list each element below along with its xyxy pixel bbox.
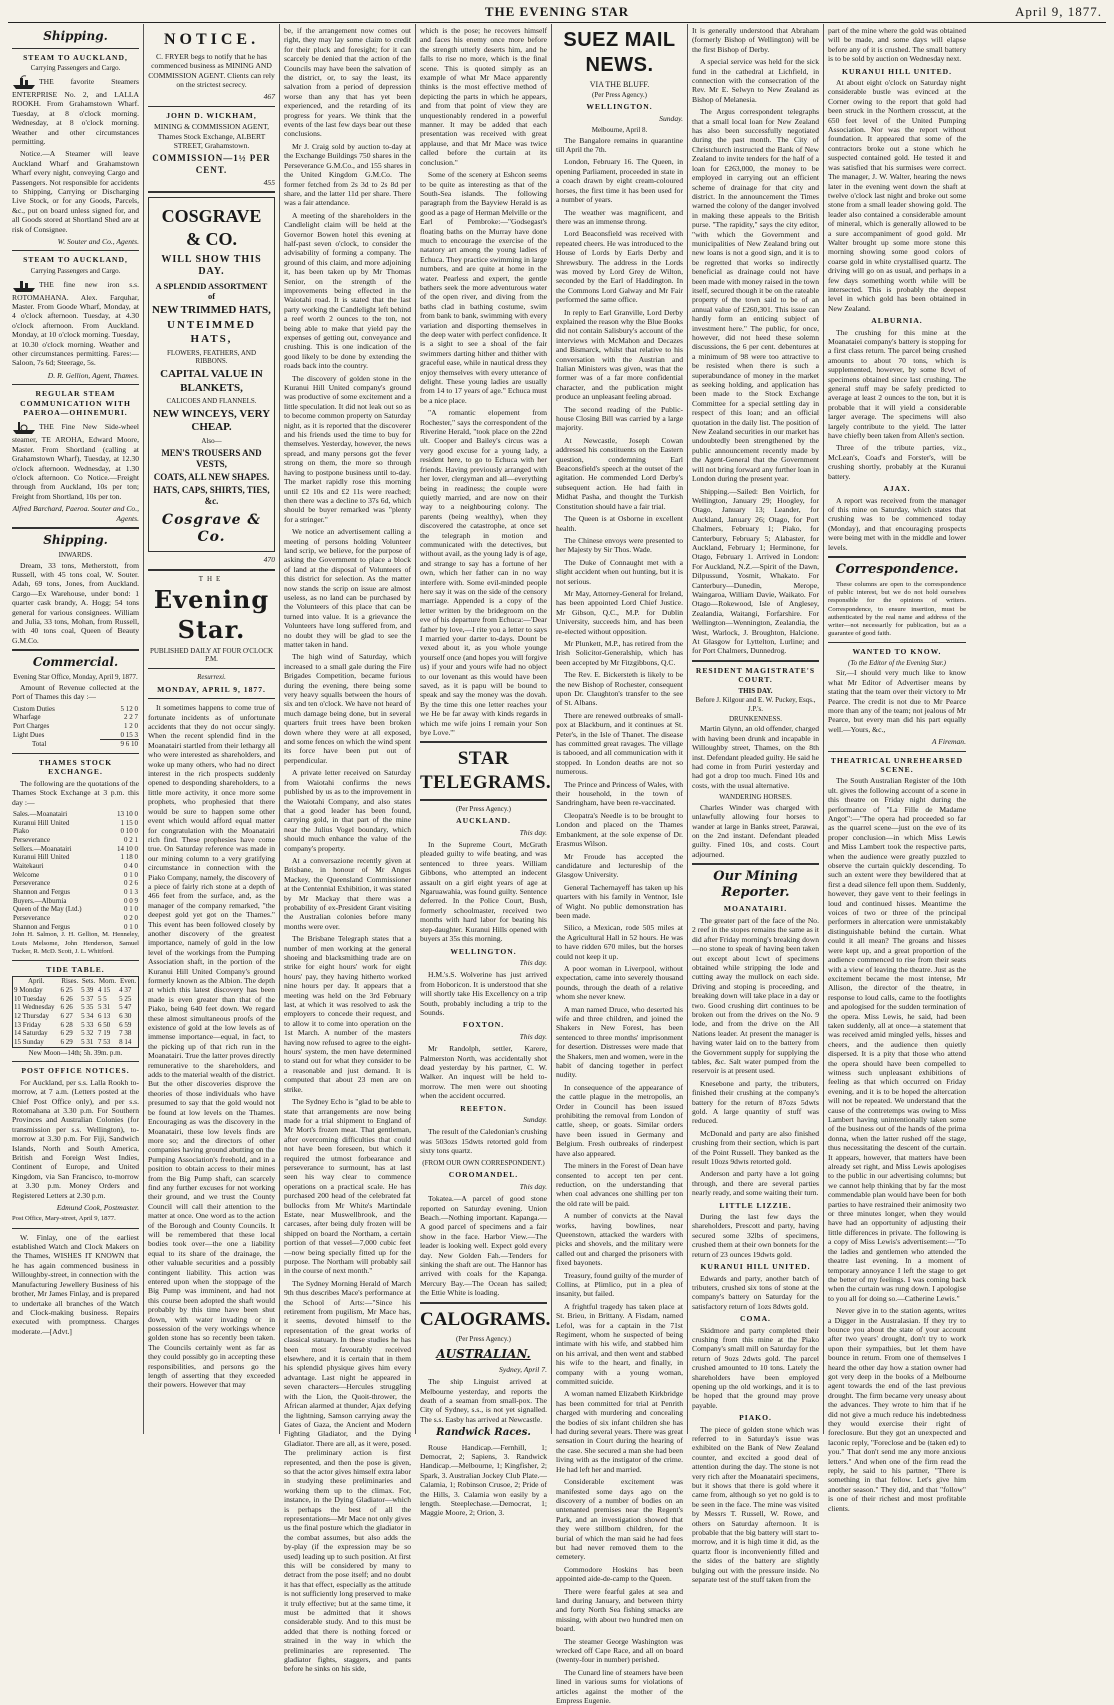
telegrams-heading: STAR TELEGRAMS. <box>420 748 552 794</box>
suez-paragraph: The Queen is at Osborne in excellent health. <box>556 514 683 533</box>
suez-paragraph: The Bangalore remains in quarantine till April the 7th. <box>556 135 683 155</box>
notice-heading: NOTICE. <box>163 31 260 48</box>
moanatairi-body: McDonald and party are also finished crushing from their section, which is part of the Point Russell. They banked as the result 10ozs 9dwts retorted gold. <box>692 1128 819 1167</box>
suez-paragraph: A woman named Elizabeth Kirkbridge has been committed for trial at Penrith charged with murdering and concealing the bodies of six infant children she has had during several years. There was great sensation in Court during the hearing of the case. She secured a man she had been living with as the instigator of the crime. He had left her and married. <box>556 1389 683 1474</box>
foxton-heading: FOXTON. <box>462 1020 505 1030</box>
post-office-date: Post Office, Mary-street, April 9, 1877. <box>12 1215 116 1223</box>
table-row: 13 Friday 6 28 5 33 6 50 6 59 <box>14 1020 132 1029</box>
exchange-members: John H. Salmon, J. H. Gellion, M. Henneley, Louis Melsome, John Henderson, Samuel Tucker, R. McD. Scott, J. L. Whitford. <box>12 931 139 955</box>
steamship-icon <box>12 74 36 90</box>
column-3 <box>280 24 416 1674</box>
finlay-advert: W. Finlay, one of the earliest established Watch and Clock Makers on the Thames, WISHES IT KNOWN that he has again commenced business in Willoughby-street, in connection with the Manufacturing Jewellery Business of his brother, Mr James Finlay, and is prepared to undertake all branches of the Watch and Clock-making business. Repairs executed with promptness. Charges moderate.—[Advt.] <box>12 1232 139 1336</box>
ajax-heading: AJAX. <box>883 484 911 494</box>
moanatairi-heading: MOANATAIRI. <box>723 904 788 914</box>
paper-published: PUBLISHED DAILY AT FOUR O'CLOCK P.M. <box>149 646 274 664</box>
table-row: 9 Monday 6 25 5 39 4 15 4 37 <box>14 986 132 995</box>
rm-court-heading: RESIDENT MAGISTRATE'S COURT. <box>695 665 816 685</box>
table-row: Custom Duties 5 12 0 <box>13 704 138 713</box>
theatre-heading: THEATRICAL UNREHEARSED SCENE. <box>830 755 964 774</box>
paddle-steamer-icon <box>12 419 36 435</box>
wickham-commission: COMMISSION—1½ PER CENT. <box>152 153 271 175</box>
article-paragraph: At a conversazione recently given at Brisbane, in honour of Mr Angus Mackey, the Queensland Commissioner at the Centennial Exhibition, it was stated by Mr Mackay that there was a probability of ex-President Grant visiting the Australian colonies before many months were over. <box>284 855 411 931</box>
exchange-intro: The following are the quotations of the Thames Stock Exchange at 3 p.m. this day :— <box>12 778 139 807</box>
table-row: Piako 0 10 0 <box>13 827 138 836</box>
suez-paragraph: The weather was magnificent, and there was an immense throng. <box>556 207 683 226</box>
cosgrave-line: MEN'S TROUSERS AND VESTS, <box>161 447 262 469</box>
wickham-heading: JOHN D. WICKHAM, <box>166 110 257 120</box>
auckland-steam-signature: W. Souter and Co., Agents. <box>57 237 139 247</box>
suez-paragraph: The Argus correspondent telegraphs that a small local loan for New Zealand has also been successfully negotiated during the past month. The City of Christchurch instructed the Bank of New Zealand to invite tenders for the half of a loan for £263,000, the money to be employed in carrying out an efficient scheme of drainage for that city and district. In the announcement the Times warned the colony of the danger involved in making these appeals to the British purse. "The rapidity," says the city editor, "with which the Government and municipalities of New Zealand bring out new loans is not a good sign, and it is to be regretted that works so indirectly beneficial as drainage could not have been made with money raised in the town itself, secured though it be on the rateable property of the town said to be of an annual value of £260,301. This issue can hardly form an enticing subject of investment here." The public, for once, however, did not heed these solemn discussions, the 6 per cent. debentures at a minimum of 98 were too attractive to be resisted when there is such a superabundance of money in the market as seeking holding, and application has been made to the Stock Exchange Committee for a special settling day in respect of this loan; and an official quotation in the daily list. The position of New Zealand securities in our market has undoubtedly been strengthened by the public announcement recently made by the Agent-General that the Government will not bring forward any further loan in London during the present year. <box>692 107 819 484</box>
theatre-body: The South Australian Register of the 10th ult. gives the following account of a scene in this theatre on Friday night during the performance of "La Fille de Madame Angot":—"The opera had proceeded so far as the quarrel scene—just on the eve of its proper conclusion—in which Miss Lewis and Miss Lambert took the respective parts, when the audience were greatly puzzled to observe the curtain quickly descending. To such an extent were they bewildered that at first a dead silence fell upon them. Suddenly, however, they gave vent to their feelings in loud and continued hisses. Meantime the voices of two or three of the principal performers in altercation were unmistakably distinguishable behind the curtain. What could it all mean? The groans and hisses were kept up, and a great proportion of the audience commenced to rise from their seats with a view of leaving the theatre. Just as the excitement became the most intense, Mr Allison, the director of the theatre, in response to loud calls, came to the footlights and apologised for the sudden termination of the opera. Miss Lewis, he said, had been taken suddenly, all at once—a statement that was received amid mingled yells, hisses and cheers, and the audience then quietly dispersed. It is a pity that those who attend the opera should have been compelled to witness such unpleasant exhibitions of feeling as that which occurred on Friday evening, and it is to be hoped the altercation will not be repeated. We understand that the cause of the contretemps was owing to Miss Lambert having unintentionally taken some of the business out of the hands of the prima donna, when the latter rushed off the stage, thus necessitating the descent of the curtain. It appears, however, that matters have been already set right, and Miss Lewis apologises to the public in our advertising columns; but we cannot help thinking that by far the most commendable plan would have been for both parties to have restrained their animosity two or three minutes longer, when they would have had an opportunity of adjusting their little differences in private. The following is a copy of Miss Lewis's advertisement:—"To the ladies and gentlemen who attended the theatre last evening. In a moment of temporary annoyance I left the stage to get the better of my feelings. I was coming back when the curtain was rung down. I apologise to you all for doing so.—Catherine Lewis." <box>828 776 966 1303</box>
suez-paragraph: Mr May, Attorney-General for Ireland, has been appointed Lord Chief Justice. Mr Gibson, Q.C., M.P. for Dublin University, succeeds him, and has been re-elected without opposition. <box>556 588 683 636</box>
exchange-table <box>12 810 139 931</box>
cosgrave-line: NEW TRIMMED HATS, <box>152 303 271 316</box>
shipping-news-heading: Shipping. <box>43 533 108 548</box>
ajax-body: A report was received from the manager of this mine on Saturday, which states that crushing was to be commenced today (Monday), and that encouraging prospects were being met with in the middle and lower levels. <box>828 495 966 552</box>
rm-court-before: Before J. Kilgour and E. W. Puckey, Esqs., J.P.'s. <box>695 696 816 713</box>
notice-body: C. FRYER begs to notify that he has commenced business as MINING AND COMMISSION AGENT. Clients can rely on the strictest secrecy. <box>148 51 275 90</box>
column-2 <box>144 24 280 1434</box>
table-row: Kuranui Hill United 1 18 0 <box>13 853 138 862</box>
table-row: Light Dues 0 15 3 <box>13 730 138 739</box>
piako-heading: PIAKO. <box>739 1413 772 1423</box>
suez-paragraph: There were fearful gales at sea and land during January, and between thirty and forty North Sea fishing smacks are missing, with about two hundred men on board. <box>556 1586 683 1634</box>
cosgrave-line: COATS, ALL NEW SHAPES. <box>153 472 270 483</box>
running-date: April 9, 1877. <box>1015 4 1102 19</box>
paper-motto: Resurrexi. <box>197 673 226 682</box>
coma-body: Skidmore and party completed their crushing from this mine at the Piako Company's small mill on Saturday for the return of 9ozs 2dwts gold. The parcel crushed amounted to 10 tons. Lately the shareholders have been employed opening up the old workings, and it is to be hoped that the ground may prove payable. <box>692 1325 819 1410</box>
suez-paragraph: Mr Froude has accepted the candidature and lectureship of the Glasgow University. <box>556 851 683 880</box>
cosgrave-sub: WILL SHOW THIS DAY. <box>161 253 262 278</box>
running-header <box>8 4 1106 23</box>
article-paragraph: The Sydney Echo is "glad to be able to state that arrangements are now being made for a trial shipment to England of Mr Mort's frozen meat. That gentleman, after overcoming difficulties that could not have been foreseen, but which it required the utmost forbearance and perseverance to surmount, has at last seen his way clear to commence operations on a practical scale. He has purchased 200 head of the celebrated fat bullocks from Mr White's Martindale Estate, near Muswellbrook, and the carcases, after being duly frozen will be shipped on board the Northam, a certain portion of that vessel—7,000 cubic feet—now being specially fitted up for the purpose. The Northam will probably sail in the course of next month." <box>284 1097 411 1276</box>
table-row: 11 Wednesday 6 26 5 35 5 31 5 47 <box>14 1003 132 1012</box>
suez-sub: (Per Press Agency.) <box>592 90 647 99</box>
reefton-body: The result of the Caledonian's crushing was 503ozs 15dwts retorted gold from sixty tons quartz. <box>420 1127 547 1156</box>
commercial-heading: Commercial. <box>32 655 119 670</box>
exchange-heading: THAMES STOCK EXCHANGE. <box>38 757 113 777</box>
cosgrave-line: FLOWERS, FEATHERS, AND RIBBONS. <box>166 348 257 366</box>
table-row: Welcome 0 1 0 <box>13 870 138 879</box>
wanted-to-editor: (To the Editor of the Evening Star.) <box>848 658 946 667</box>
moanatairi-body: Knesebone and party, the tributers, finished their crushing at the company's battery for the return of 87ozs 5dwts gold. A large quantity of stuff was reduced. <box>692 1078 819 1126</box>
paeroa-body: THE Fine New Side-wheel steamer, TE AROHA, Edward Moore, Master. From Shortland (calling at Grahamstown Wharf), Tuesday, at 12.30 o'clock afternoon. Wednesday, at 1.30 o'clock afternoon. Co Notice.—Freight through from Auckland, 10s per ton; Freight from Shortland, 10s per ton. <box>12 422 139 501</box>
kuranui-heading: KURANUI HILL UNITED. <box>841 66 953 76</box>
table-row: Shannon and Fergus 0 1 0 <box>13 922 138 931</box>
coromandel-body: Tokatea.—A parcel of good stone reported on Saturday evening. Union Beach.—Nothing important. Kapanga.—A good parcel of specimens and a fair show in the face. Harbor View.—The leader is looking well. Expect gold every day. New Golden Fah.—Tenders for sinking the shaft are out. The Hannor has arrived with coals for the Kapanga. Mercury Bay.—The Ocean has sailed; the Ettie White is loading. <box>420 1194 547 1298</box>
correspondence-heading: Correspondence. <box>835 561 959 577</box>
post-office-body: For Auckland, per s.s. Lalla Rookh to-morrow, at 7 a.m. (Letters posted at the Chief Post Office only), and per s.s. Rotomahana at 3.30 p.m. For Southern Provinces and Australian Colonies (for transmission per s.s. Wellington), to-morrow at 3.30 p.m. For Fiji, Sandwich Islands, North and South America, British and Foreign West Indies, Continent of Europe, and United Kingdom, via San Francisco, to-morrow at 3.30 p.m. Money Orders and Registered Letters at 2.30 p.m. <box>12 1077 139 1200</box>
inwards-heading: INWARDS. <box>58 550 93 559</box>
suez-paragraph: General Tachernayeff has taken up his quarters with his family in Ventnor, Isle of Wight. No public demonstration has been made. <box>556 882 683 920</box>
coromandel-heading: COROMANDEL. <box>448 1170 519 1180</box>
alburnia-body: Three of the tribute parties, viz., McLean's, Coad's and Forster's, will be crushing shortly, probably at the Kuranui battery. <box>828 443 966 481</box>
table-row: Total 9 6 10 <box>32 740 138 749</box>
auckland-steam-sub: Carrying Passengers and Cargo. <box>30 64 121 73</box>
rotomahana-heading: STEAM TO AUCKLAND, <box>23 255 128 265</box>
table-row: Kuranui Hill United 1 15 0 <box>13 818 138 827</box>
revenue-intro: Amount of Revenue collected at the Port of Thames this day :— <box>12 682 139 702</box>
reefton-heading: REEFTON. <box>460 1103 507 1113</box>
tide-table <box>12 976 139 1047</box>
suez-paragraph: The Duke of Connaught met with a slight accident when out hunting, but it is not serious. <box>556 557 683 586</box>
kuranui-heading: KURANUI HILL UNITED. <box>700 1262 811 1272</box>
tide-moon: New Moon—14th; 5h. 39m. p.m. <box>28 1048 123 1057</box>
suez-paragraph: The Rev. E. Bickersteth is likely to be the new Bishop of Rochester, consequent upon Dr. Claughton's transfer to the see of St. Albans. <box>556 670 683 708</box>
post-office-heading: POST OFFICE NOTICES. <box>21 1066 130 1076</box>
running-title: THE EVENING STAR <box>484 4 630 19</box>
leader-article: It sometimes happens to come true of fortunate incidents as of unfortunate accidents that they do not occur singly. When the recent splendid find in the Moanatairi startled from their lethargy all who were interested as shareholders, and woke up many others, who had no direct interest in the rich prospects suddenly opened to desponding shareholders, to a little more activity, it once more some prophets, who prophesied that there would be sure to happen some other event which would afford equal matter for congratulation with the Moanatairi rich find. These prophesies have come true. On Saturday reference was made in our mining column to a very gratifying circumstance in connection with the Piako Company, namely, the discovery of a piece of fairly rich stone at a depth of 466 feet from the surface, and, as the manager of the company remarked, "the deepest gold yet got on the Thames." This event has been followed closely by another discovery of the greatest importance, namely of gold in the low level of the workings from the Pumping Association shaft, in the portion of the Kuranui Hill United Company's ground formerly known as the Albion. The depth at which this latest discovery has been made is even greater than that of the Piako, being 640 feet down. We regard these almost simultaneous proofs of the existence of gold at the low levels as of immense importance—equal, in fact, to the picking up of that rich run in the Moanatairi. True the latter proves directly remunerative to the shareholders, and adds to the material wealth of the district. But the other discoveries disprove the theories of those individuals who have presumed to say that the gold would not be found at low levels on the Thames. Encouraging as was the discovery in the Moanatairi, these low levels finds are more so; and the directors of other companies having ground abutting on the Pumping Association's freehold, and in a position to obtain access to their mines from the Big Pump shaft, can scarcely find any further excuses for not working their ground, and we trust the County Council will call their attention to the matter at once. One word as to the action of the Borough and County Councils. It will be remembered that these local bodies took over—the one a liability equal to its share of the drainage, the other valuable securities and a possibly contingent liability. This action was entered upon when the stoppage of the Big Pump was imminent, and had not this course been adopted the shaft would probably by this time have been shut down, with water invading or in possession of the very workings whence golden stone has so recently been taken. The Councils certainly went as far as they could possibly go in accepting these responsibilities, and persons go the length of asserting that they exceeded their powers. However that may <box>148 703 275 1390</box>
table-row: Port Charges 1 2 0 <box>13 721 138 730</box>
suez-paragraph: It is generally understood that Abraham (formerly Bishop of Wellington) will be the first Bishop of Derby. <box>692 26 819 54</box>
randwick-body: Rouse Handicap.—Fernhill, 1; Democrat, 2; Sapiens, 3. Randwick Handicap.—Melbourne, 1; Kingfisher, 2; Spark, 3. Australian Jockey Club Plate.—Calamia, 1; Robinson Crusoe, 2; Pride of the Hills, 3. Calamia won easily by a length. Steeplechase.—Democrat, 1; Maggie Moore, 2; Orion, 3. <box>420 1442 547 1518</box>
calograms-heading: CALOGRAMS. <box>420 1308 551 1330</box>
article-paragraph: The Sydney Morning Herald of March 9th thus describes Mace's performance at the School of Arts:—"Since his retirement from pugilism, Mr Mace has, it seems, devoted himself to the representation of the great works of classical statuary. In these studies he has been most favourably received elsewhere, and it is certain that in them his splendid physique gives him every advantage. Last night he appeared in seven characters—Hercules struggling with the Lion, the Quoit-thrower, the African alarmed at thunder, Ajax defying the lightning, Samson carrying away the Gates of Gaza, the Ancient and Modern Fighting Gladiator, and the Dying Gladiator. There are all, as it were, posed. The preliminary action is first represented, and then the pose is given, so that the actor gives himself extra labor in studying these preliminaries and working them up to the climax. For, instance, in the Dying Gladiator—which is perhaps the best of all the representations—Mr Mace not only gives us the final posture which the gladiator in the combat assumes, but also adds the by-play (if the expression may be so used) leading up to such position. At first this will be considered by many to detract from the pose itself; and no doubt it has that effect, especially as the attitude is not sufficiently long preserved to make it truly effective; but at the same time, it must be admitted that it shows considerable study. And to this must be added that there is nothing forced or strained in the way in which the preliminaries are represented. The gladiator fights, staggers, and pants before he sinks on his side, <box>284 1278 411 1674</box>
auckland-heading: AUCKLAND. <box>456 816 511 826</box>
drunkenness-body: Martin Glynn, an old offender, charged with having been drunk and incapable in Willoughby street, Thames, on the 8th inst. Defendant pleaded guilty. He said he had come in from Puriri yesterday and had got a drop too much. Fined 10s and costs, with the usual alternative. <box>692 724 819 790</box>
suez-date: Sunday. <box>659 113 683 123</box>
foxton-date: This day. <box>519 1031 547 1041</box>
little-lizzie-heading: LITTLE LIZZIE. <box>719 1200 792 1210</box>
suez-paragraph: The miners in the Forest of Dean have consented to accept ten per cent. reduction, on the understanding that when coal advances one shilling per ton the old rate will be paid. <box>556 1161 683 1208</box>
columns <box>8 24 1106 1705</box>
table-row: 14 Saturday 6 29 5 32 7 19 7 38 <box>14 1029 132 1038</box>
revenue-table <box>12 705 139 749</box>
table-row: Wharfage 2 2 7 <box>13 713 138 722</box>
auckland-steam-body: THE favorite Steamers ENTERPRISE No. 2, and LALLA ROOKH. From Grahamstown Wharf. Tuesday, at 8 o'clock morning. Wednesday, at 8 o'clock morning. Weather and other circumstances permitting. <box>12 76 139 146</box>
column-1 <box>8 24 144 1434</box>
table-row: Buyers.—Alburnia 0 0 9 <box>13 896 138 905</box>
reefton-date: Sunday. <box>523 1115 547 1125</box>
mining-reporter-heading: Our Mining Reporter. <box>713 869 798 901</box>
table-row: Sales.—Moanatairi 13 10 0 <box>13 810 138 819</box>
australian-date: Sydney, April 7. <box>499 1364 547 1374</box>
post-office-signature: Edmund Cook, Postmaster. <box>56 1203 139 1213</box>
column-5 <box>552 24 688 1705</box>
inwards-body: Dream, 33 tons, Metherstott, from Russell, with 45 tons coal, W. Souter. Adah, 69 tons, Jones, from Auckland. Cargo—Ex Warehouse, under bond: 1 quarter cask brandy, A. Hogg; 54 tons general for various consignees. William and Julia, 33 tons, Mohan, from Russell, with 40 tons coal, Queen of Beauty G.M.Co. <box>12 560 139 645</box>
suez-via: VIA THE BLUFF. <box>589 79 650 89</box>
cosgrave-line: UNTEIMMED HATS, <box>167 319 256 345</box>
suez-dateline: Melbourne, April 8. <box>591 125 648 134</box>
shipping-heading: Shipping. <box>43 29 108 43</box>
rotomahana-signature: D. R. Gellion, Agent, Thames. <box>47 370 139 380</box>
suez-place: WELLINGTON. <box>586 102 653 112</box>
paper-title: Evening Star. <box>153 585 270 645</box>
suez-paragraph: Cleopatra's Needle is to be brought to London and placed on the Thames Embankment, at the sole expense of Dr. Erasmus Wilson. <box>556 810 683 849</box>
tide-heading: TIDE TABLE. <box>46 964 105 974</box>
suez-paragraph: A number of convicts at the Naval works, having bowlines, near Queenstown, attacked the warders with picks and shovels, and the military were called out and charged the prisoners with fixed bayonets. <box>556 1211 683 1268</box>
notice-number: 467 <box>263 92 275 102</box>
alburnia-body: The crushing for this mine at the Moanataiei company's battery is stopping for a first class return. The parcel being crushed amounts to about 70 tons, which is supplemented, however, by some 8cwt of specimens obtained since last crushing. The general stuff may be safely predicted to average at least 2 ounces to the ton, but it is probable that it will yield a considerable larger average. The specimens will also largely contribute to the yield. The latter have chiefly been taken from Allen's section. <box>828 327 966 441</box>
suez-paragraph: The Chinese envoys were presented to her Majesty by Sir Thos. Wade. <box>556 535 683 555</box>
suez-paragraph: In reply to Earl Granville, Lord Derby explained the reason why the Blue Books did not contain Salisbury's account of the interviews with McMahon and Decazes and Bismarck, whilst that relative to his conversation with the Austrian and Italian Ministers was given, was that the former was of a far more confidential character, and the publication might produce an unpleasant feeling abroad. <box>556 307 683 402</box>
article-paragraph: We notice an advertisement calling a meeting of persons holding Volunteer land scrip, we believe, for the purpose of asking the Government to place a block of land at the disposal of Volunteers of this district for selection. As the matter now stands the scrip on issue are almost useless, as no land can be purchased by the Volunteers of this place that can be turned into value. It is a grievance the Volunteers have long suffered from, and no doubt they will be glad to see the matter taken in hand. <box>284 527 411 649</box>
suez-paragraph: The steamer George Washington was wrecked off Cape Race, and all on board (twenty-four in number) perished. <box>556 1636 683 1665</box>
suez-paragraph: A poor woman in Liverpool, without expectation, came into severely thousand pounds, through the death of a relative whom she never knew. <box>556 963 683 1002</box>
suez-paragraph: A special service was held for the sick fund in the cathedral at Lichfield, in connection with the consecration of the Rev. Mr E. Selwyn to New Zealand as Bishop of Melanesia. <box>692 57 819 104</box>
wickham-number: 455 <box>263 177 275 187</box>
article-paragraph: Mr J. Craig sold by auction to-day at the Exchange Buildings 750 shares in the Perseverance G.M.Co., and 155 shares in the United Kingdom G.M.Co. The former fetched from 2s 3d to 2s 8d per share, and the latter 11d per share. There was a fair attendance. <box>284 141 411 208</box>
wanted-body: Sir,—I should very much like to know what Mr Editor of Advertiser means by stating that the team over their victory to Mr Pearce. The credit is not due to Mr Pearce more than any of the team; not jealous of Mr Pearce, but every man did his part equally well.—Yours, &c., <box>828 668 966 734</box>
article-paragraph: The high wind of Saturday, which increased to a small gale during the Fire Brigades Competition, became furious during the evening, there being some very heavy squalls between the hours of six and ten o'clock. We have not heard of much damage being done, but in several quarters fruit trees have been broken down where they were at all exposed, and some fences on which the wind spent its force have been put out of perpendicular. <box>284 652 411 765</box>
cosgrave-line: Also— <box>201 437 222 446</box>
article-paragraph: A private letter received on Saturday from Waiotahi confirms the news published by us as to the improvement in the Waiotahi Company, and also states that a good leader has been found, carrying gold, in that part of the mine near the Julius Vogel boundary, which should much enhance the value of the company's property. <box>284 768 411 853</box>
suez-paragraph: Silico, a Mexican, rode 505 miles at the Agricultural Hall in 52 hours. He was to have ridden 670 miles, but the horses could not keep it up. <box>556 923 683 961</box>
table-row: Perseverance 0 2 0 <box>13 914 138 923</box>
auckland-date: This day. <box>519 827 547 837</box>
column-4 <box>416 24 552 1518</box>
paeroa-signature: Alfred Barchard, Paeroa. Souter and Co., Agents. <box>12 504 139 523</box>
table-row: 15 Sunday 6 29 5 31 7 53 8 14 <box>14 1038 132 1047</box>
table-row: Perseverance 0 2 6 <box>13 879 138 888</box>
wellington-heading: WELLINGTON. <box>450 946 517 956</box>
suez-paragraph: There are renewed outbreaks of small-pox at Blackburn, and it continues at St. Peter's, in the Isle of Thanet. The disease has committed great ravages. The village is tabooed, and all communication with it stopped. In London deaths are not so numerous. <box>556 710 683 777</box>
suez-paragraph: A frightful tragedy has taken place at St. Brieu, in Brittany. A Fisdam, named Lefol, was for a captain in the 71st Regiment, whom he suspected of being intimate with his wife, and stabbed him on his arrival, and then went and stabbed his wife to the heart, and finally, in company with a young woman, committed suicide. <box>556 1301 683 1387</box>
suez-paragraph: Commodore Hoskins has been appointed aide-de-camp to the Queen. <box>556 1564 683 1584</box>
moanatairi-body: Anderson and party have a lot going through, and there are several parties nearly ready, and some waiting their turn. <box>692 1169 819 1198</box>
piako-body-continued: part of the mine where the gold was obtained will be made, and some days will elapse before any of it is crushed. The small battery is to be sold by auction on Wednesday next. <box>828 26 966 64</box>
randwick-heading: Randwick Races. <box>436 1427 531 1439</box>
little-lizzie-body: During the last few days the shareholders, Prescott and party, having secured some 32lbs of specimens, crushed them at their own bonnets for the return of 23 ounces 19dwts gold. <box>692 1212 819 1259</box>
cosgrave-line: Cosgrave & Co. <box>161 511 262 545</box>
article-paragraph: A meeting of the shareholders in the Candlelight claim will be held at the Governor Bowen hotel this evening at half-past seven o'clock, to consider the advisability of forming a company. The ground of this claim, and more adjoining it, has been taken up by Mr Thomas Senior, on the strength of the improvements being effected in the Waiotahi road. It is stated that the last party working the Candlelight left behind a reef worth 2 ounces to the ton, not being able to make that yield pay the expenses of getting out, conveyance and crushing. This is one indication of the good likely to be done by extending the roads back into the country. <box>284 210 411 371</box>
coromandel-note: (FROM OUR OWN CORRESPONDENT.) <box>422 1158 545 1167</box>
article-paragraph: be, if the arrangement now comes out right, they may lay some claim to credit for their pluck and foresight; for it can scarcely be denied that the action of the Councils may have been the salvation of the district, or, to say the least, its salvation from a period of depression worse than any that has yet been experienced, and the retarding of its progress for years. We think that the events of the last few days bear out these conclusions. <box>284 26 411 139</box>
article-paragraph: Some of the scenery at Eshcon seems to be quite as interesting as that of the South-Sea islands. The following paragraph from the Bayview Herald is as good as a page of Herman Melville or the Earl of Pembroke:—"Godsegast's floating baths on the Murray have done much to encourage the exercise of the natatory art among the young ladies of Echuca. They practice swimming in large numbers, and are quite at home in the water. Pearless and expert, the gentle bathers seek the more adventurous water of the open river, and diving from the baths clad in bathing costume, swim from bank to bank, swimming with every variation and disporting themselves in the deep water with perfect confidence. It is a sight to see a shoal of the fair swimmers darting hither and thither with graceful ease, while in nautical dress they enjoy themselves with every utterance of delight. These young ladies are usually from 14 to 17 years of age." Echuca must be a nice place. <box>420 170 547 405</box>
coromandel-date: This day. <box>519 1181 547 1191</box>
cosgrave-line: A SPLENDID ASSORTMENT of <box>155 280 268 302</box>
auckland-body: In the Supreme Court, McGrath pleaded guilty to wife beating, and was sentenced to three years. William Gibbons, who attempted an indecent assault on a girl eight years of age at Ngaruawahia, was found guilty. Sentence deferred. In the Police Court, Bush, formerly schoolmaster, received two months with hard labor for beating his step-daughter. Kuranui Hills opened with buyers at 35s this morning. <box>420 840 547 944</box>
telegrams-sub: (Per Press Agency.) <box>456 804 511 813</box>
table-row: Sellers.—Moanatairi 14 10 0 <box>13 844 138 853</box>
cosgrave-line: NEW WINCEYS, VERY CHEAP. <box>152 407 271 434</box>
auckland-steam-notice: Notice.—A Steamer will leave Auckland Wharf and Grahamstown Wharf every night, conveying Cargo and Passengers. Not responsible for accidents to Shipping, Carrying or Discharging Live Stock, or for any Goods, Parcels, &c., put on board unless signed for, and all Goods stored at Shortland Shed are at risk of Consignee. <box>12 149 139 234</box>
kuranui-body: Edwards and party, another batch of tributers, crushed six tons of stone at the company's battery on Saturday for the satisfactory return of 1ozs 8dwts gold. <box>692 1273 819 1311</box>
australian-body: The ship Linguist arrived at Melbourne yesterday, and reports the death of a seaman from small-pox. The City of Sydney, s.s., is not yet signalled. The s.s. Easby has arrived at Newcastle. <box>420 1377 547 1424</box>
paper-the: THE <box>198 574 225 583</box>
column-7 <box>824 24 970 1513</box>
wanted-heading: WANTED TO KNOW. <box>852 647 942 657</box>
suez-paragraph: Treasury, found guilty of the murder of Collins, at Plimlico, put in a plea of insanity, but failed. <box>556 1270 683 1299</box>
wanted-signature: A Fireman. <box>931 737 966 747</box>
rotomahana-body: THE fine new iron s.s. ROTOMAHANA. Alex. Farquhar, Master. From Goode Wharf, Monday, at 4 o'clock afternoon. Tuesday, at 4.30 o'clock afternoon. From Auckland. Monday, at 10 o'clock morning. Tuesday, at 10.30 o'clock morning. Weather and other circumstances permitting. Fares:—Saloon, 7s 6d; Steerage, 5s. <box>12 279 139 368</box>
wickham-body: MINING & COMMISSION AGENT, Thames Stock Exchange, ALBERT STREET, Grahamstown. <box>153 122 270 151</box>
suez-paragraph: Considerable excitement was manifested some days ago on the discovery of a number of bodies on an untenanted premises near the Regent's Park, and an investigation showed that they were stillborn children, for the burial of which the man said he had fees but had never removed them to the cemetery. <box>556 1477 683 1562</box>
suez-paragraph: Lord Beaconsfield was received with repeated cheers. He was introduced to the House of Lords by Earls Derby and Shrewsbury. The address in the Lords was moved by Lord Grey de Wilton, seconded by the Earl of Haddington. In the Commons Lord Galway and Mr Fair performed the same office. <box>556 229 683 305</box>
table-row: 10 Tuesday 6 26 5 37 5 5 5 25 <box>14 994 132 1003</box>
auckland-steam-heading: STEAM TO AUCKLAND, <box>23 52 128 62</box>
wellington-date: This day. <box>519 957 547 967</box>
column-6 <box>688 24 824 1585</box>
piako-body: The piece of golden stone which was referred to in Saturday's issue was exhibited on the Bank of New Zealand counter, and excited a good deal of attention during the day. The stone is not very rich after the Moanatairi specimens, but it shows that there is gold where it came from, although so yet no gold is to be seen in the face. The mine was visited by Messrs T. Russell, W. Rowe, and others on Saturday afternoon. It is probable that the big battery will start to-morrow, and it is high time it did, as the quartz floor is inconveniently filled and the sides of the battery are slightly bulging out with the pressure inside. No separate test of the stuff taken from the <box>692 1424 819 1585</box>
article-paragraph: The Brisbane Telegraph states that a number of men working at the general shoeing and blacksmithing trade are on strike for eight hours' work for eight hours' pay, they having hitherto worked nine hours per day. It appears that a meeting was held on the 3rd February last, at which it was resolved to ask the employers to concede their request, and to allow it to come into operation on the 1st March. A number of the masters having now refused to agree to the eight-hours' system, the men have determined to stand out for what they consider to be a reasonable and just demand. It is computed that about 23 men are on strike. <box>284 934 411 1094</box>
wellington-body: H.M.'s.S. Wolverine has just arrived from Hoboricon. It is understood that she will shortly take His Excellency on a trip South, probably including a trip to the Sounds. <box>420 970 547 1017</box>
kuranui-body: At about eight o'clock on Saturday night considerable bustle was evinced at the Corner owing to the report that gold had been struck in the Northern crosscut, at the 650 feet level of the United Pumping Association. Nor was the report without foundation. It appeared that some of the contractors broke out a stone which he suspected contained gold. He tested it and was satisfied that his surmises were correct. The manager, J. W. Walter, hearing the news later in the evening went down the shaft at twelve o'clock last night and broke out some stone from a small leader showing gold. The leader also contained a considerable amount of mineral, which is generally allowed to be a sure accompaniment of good gold. Mr Walter brought up some more stone this morning showing some good colors of coarse gold in white crystallised quartz. The driving will go on as usual, and perhaps in a few days something worth while will be intersected. This is probably the deepest level in which gold has been obtained in New Zealand. <box>828 78 966 313</box>
table-row: Perseverance 0 2 1 <box>13 836 138 845</box>
coma-heading: COMA. <box>740 1314 771 1324</box>
cosgrave-advert <box>148 197 275 552</box>
suez-paragraph: Mr Plunkett, M.P., has retired from the Irish Solicitor-Generalship, which has been accepted by Mr Fitzgibbons, Q.C. <box>556 638 683 667</box>
cosgrave-number: 470 <box>263 555 275 565</box>
table-row: Waitekauri 0 4 0 <box>13 862 138 871</box>
article-paragraph: The discovery of golden stone in the Kuranui Hill United company's ground was productive of some excitement and a little speculation. It did not leak out so as to become common property on Saturday night, as it is reported that the discoverer and his friends used the time to buy for themselves. Yesterday, however, the news spread, and many persons got the fever strong on them, the more so through having to postpone business until to-day. The market rapidly rose this morning until £2 10s and £2 11s were reached; then there was a decline to 37s 6d, which should be buyer remarked was "plenty for a stringer." <box>284 373 412 524</box>
suez-paragraph: At Newcastle, Joseph Cowan addressed his constituents on the Eastern question, condemning Earl Beaconsfield's speech at the outset of the agitation. He commended Lord Derby's subsequent action. He had faith in Midhat Pasha, and thought the Turkish Constitution should have a fair trial. <box>556 435 683 511</box>
table-row: Queen of the May (Ltd.) 0 1 0 <box>13 905 138 914</box>
cosgrave-line: CALICOES AND FLANNELS. <box>166 397 257 406</box>
table-row: Shannon and Fergus 0 1 3 <box>13 888 138 897</box>
suez-paragraph: The Prince and Princess of Wales, with their household, in the town of Sandringham, have been re-vaccinated. <box>556 779 683 808</box>
cosgrave-line: CAPITAL VALUE IN BLANKETS, <box>160 367 263 394</box>
suez-paragraph: In consequence of the appearance of the cattle plague in the metropolis, an Order in Council has been issued prohibiting the removal from London of cattle, sheep, or goats. Similar orders have been issued in Germany and Belgium. Fresh outbreaks of rinderpest have also appeared. <box>556 1082 683 1158</box>
suez-paragraph: The Cunard line of steamers have been lined in various sums for violations of articles against the mother of the Empress Eugenie. <box>556 1667 683 1705</box>
cosgrave-heading: COSGRAVE & CO. <box>161 206 262 249</box>
alburnia-heading: ALBURNIA. <box>871 316 923 326</box>
commercial-dateline: Evening Star Office, Monday, April 9, 1877. <box>13 673 138 682</box>
correspondence-note: These columns are open to the correspondence of public interest, but we do not hold ourselves responsible for the opinions of writers. Correspondence, to ensure insertion, must be authenticated by the real name and address of the writer—not necessarily for publication, but as a guarantee of good faith. <box>828 581 966 638</box>
horses-heading: WANDERING HORSES. <box>719 793 792 802</box>
steamship-icon <box>12 277 36 293</box>
suez-paragraph: The second reading of the Public-house Closing Bill was carried by a large majority. <box>556 404 683 433</box>
cosgrave-line: HATS, CAPS, SHIRTS, TIES, &c. <box>153 485 270 507</box>
theatre-body: Never give in to the station agents, writes a Digger in the Australasian. If they try to bounce you about the state of your account after two years' drought, don't try to work upon their sympathies, but let them have bounce in return. From one of themselves I heard the other day how a station owner had got very deep in the books of a Melbourne agent towards the end of the last previous drought. The firm became very uneasy about the advances. They wrote to him that if he did not give a much reduce his indebtedness they would exercise their right of foreclosure. But they got an unexpected and laconic reply, "Foreclose and be (taken ed) to you." That don't send me any more anxious letters." And when one of the firm read the reply, he said to his partner, "There is something in that fellow. Let's give him another season." They did, and that "follow" is one of their richest and most profitable clients. <box>828 1306 966 1513</box>
suez-paragraph: London, February 16. The Queen, in opening Parliament, proceeded in state in a coach drawn by eight cream-coloured horses, the first time it has been used for a number of years. <box>556 157 683 205</box>
paper-date: MONDAY, APRIL 9, 1877. <box>157 684 266 694</box>
suez-paragraph: A man named Druce, who deserted his wife and three children, and joined the Shakers in New Forest, has been sentenced to three months' imprisonment for desertion. Distresses were made that the Shakers, men and women, were in the habit of dancing together in perfect nudity. <box>556 1004 683 1080</box>
suez-paragraph: Shipping.—Sailed: Ben Voirlich, for Wellington, January 29; Hoogley, for Otago, January 13; Leander, for Auckland, January 26; Otago, for Port Chalmers, February 1; Piako, for Canterbury, February 5; Alabaster, for Auckland, February 1; Herminone, for Otago, February 1. Arrived in London: For Auckland, N.Z.—Spirit of the Dawn, Dilpussund, Yosmit, Whakato. For Canterbury—Dunedin, Merope, Waingaroa, William Davie, Waikato. For Otago—Rokewood, Isle of Anglesey, Zealandia, Waitangi, Forfarshire. For Wellington—Wennington, Zealandia, the West, Warlock, J. Broughton, Halcione. At Glasgow for Lyttelton, Lurline; and for Port Chalmers, Dunnedrog. <box>692 486 819 656</box>
calograms-sub: (Per Press Agency.) <box>456 1335 511 1344</box>
suez-heading: SUEZ MAIL NEWS. <box>563 29 676 76</box>
australian-heading: AUSTRALIAN. <box>436 1346 531 1361</box>
table-row: 12 Thursday 6 27 5 34 6 13 6 30 <box>14 1012 132 1021</box>
horses-body: Charles Winder was charged with unlawfully allowing four horses to wander at large in Banks street, Parawai, on the 2nd instant. Defendant pleaded guilty. Fined 10s, and costs. Court adjourned. <box>692 802 819 859</box>
article-paragraph: "A romantic elopement from Rochester," says the correspondent of the Riverine Herald, "took place on the 22nd ult. Cooper and Bailey's circus was a very good excuse for a young lady, a resident here, to go to Echuca with her friends. Having previously arranged with her lover, clergyman and all—everything being in readiness; the couple were quietly married, and are now on their way to a neighbouring colony. The parents (being wealthy), when they discovered the catastrophe, at once set the telegraph in motion and communicated with the detectives, but without avail, as the young lady is of age, and strange to say has a fortune of her own, which her father can in no way interfere with. Some evil-minded people here say it was on the side of the censory marriage. Appended is a copy of the letter written by the bridegroom on the eve of his departure from Echuca:—'Dear father by love,—I rite you a letter to says I married your darter to-days. Dount be vexed about it, as you whole younge yourself once (and hopes you will forgive us) if your and yours wife had no object to our lovenant as this would have been saved, as it is papu will be bound to speak and say the money was the dovah. By the time this one letter reaches your we He be far away with kinds regards in which me wife joins I remain your Son bye Love.'" <box>420 408 547 738</box>
rm-court-date: THIS DAY. <box>738 686 773 695</box>
moanatairi-body: The greater part of the face of the No. 2 reef in the stopes remains the same as it did after Friday morning's breaking down—no stone to speak of having been taken out except about 1cwt of specimens obtained while stripping the lode and cutting away the mullock on each side. Driving and stoping is proceeding, and breaking down will take place in a day or two. Good crushing dirt continues to be broken out from the drives on the No. 9 lode, and from the drive on the All Nations leader. At present the manager is having water laid on to the battery from the Government supply for supplying the tables, &c. Salt water pumped from the reservoir is at present used. <box>692 915 819 1076</box>
table-header-row: April. Rises. Sets. Morn. Even. <box>27 977 137 986</box>
rotomahana-sub: Carrying Passengers and Cargo. <box>30 266 121 275</box>
foxton-body: Mr Randolph, settler, Karere, Palmerston North, was accidentally shot dead yesterday by his partner, C. W. Walker. An inquest will be held to-morrow. The men were out shooting when the accident occurred. <box>420 1044 547 1101</box>
drunkenness-heading: DRUNKENNESS. <box>728 714 783 723</box>
article-paragraph: which is the pose; he recovers himself and faces his enemy once more before the strength utterly deserts him, and he falls to rise no more, which is the final scene. This is quoted simply as an example of what Mr Mace apparently thinks is the most effective method of depicting the parts in which he appears, and from that point of view they are unquestionably rendered in a powerful manner. It may be added that each presentation was received with great applause, and that Mr Mace was twice called before the curtain at its conclusion." <box>420 26 547 167</box>
paeroa-heading: REGULAR STEAM COMMUNICATION WITH PAEROA—OHINEMURI. <box>20 389 131 417</box>
